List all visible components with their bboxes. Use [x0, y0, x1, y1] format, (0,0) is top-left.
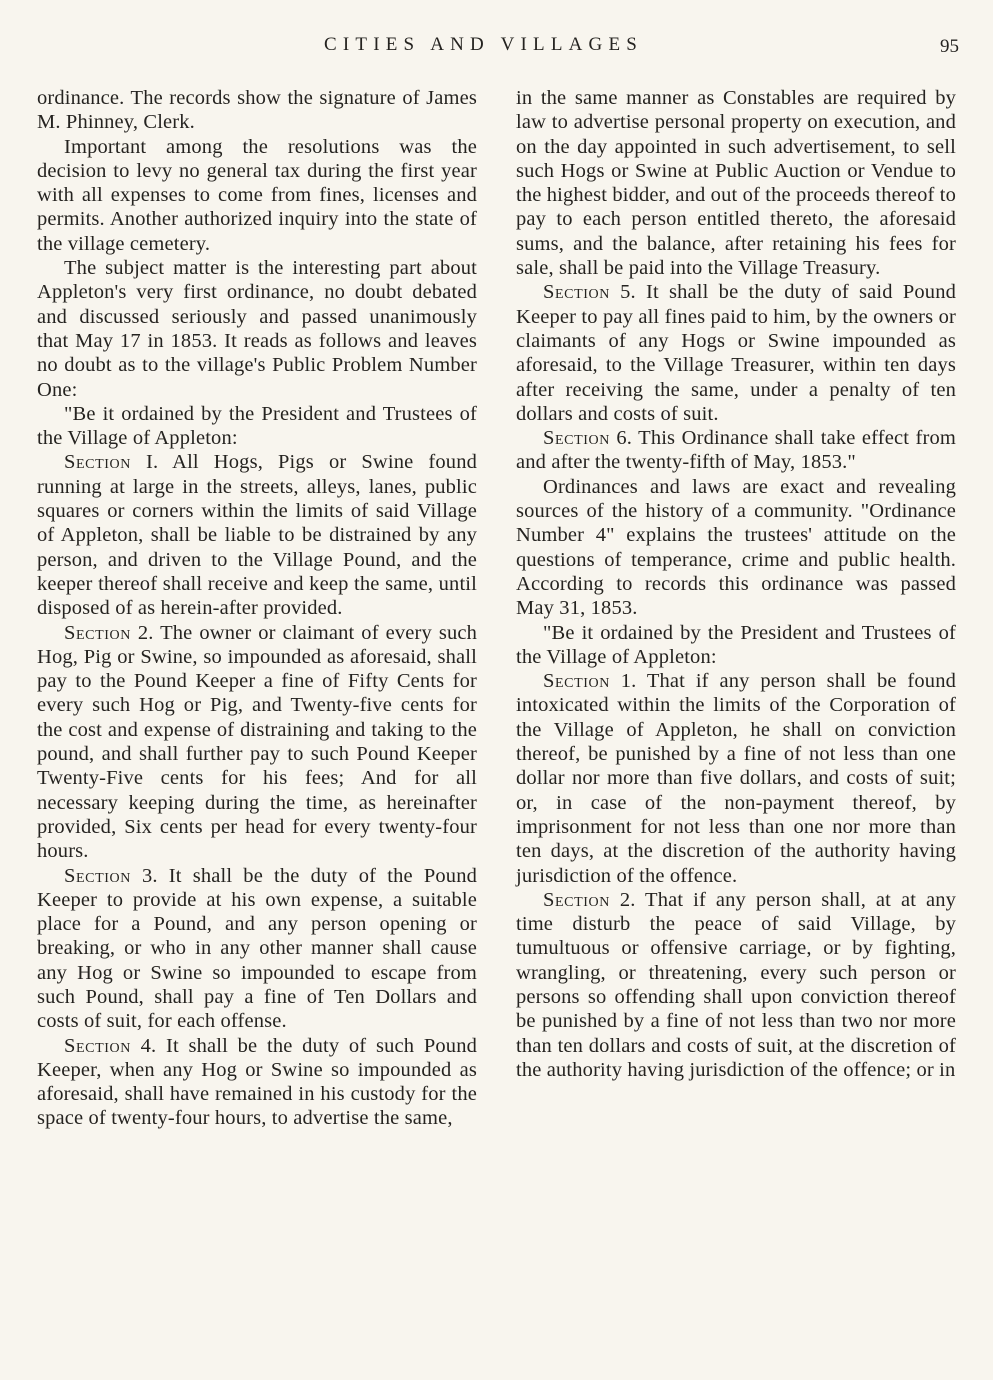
paragraph: "Be it ordained by the President and Trustees of the Village of Appleton: — [37, 402, 477, 450]
section-text: 5. It shall be the duty of said Pound Keeper to pay all fines paid to him, by the owners or claimants of any Hogs or Swine impounded as aforesaid, to the Village Treasurer, within ten days after receiving the same, under a penalty of ten dollars and costs of suit. — [516, 281, 956, 425]
paragraph: Important among the resolutions was the decision to levy no general tax during the first year with all expenses to come from fines, licenses and permits. Another authorized inquiry into the state of the village cemetery. — [37, 135, 477, 255]
section-label: Section — [543, 888, 610, 911]
ordinance-section — [516, 888, 956, 1082]
section-label: Section — [543, 281, 610, 304]
section-text: 2. That if any person shall, at at any time disturb the peace of said Village, by tumultuous or offensive carriage, or by fighting, wrangling, or threatening, every such person or persons so offending shall upon conviction thereof be punished by a fine of not less than two nor more than ten dollars and costs of suit, at the discretion of the authority having jurisdiction of the offence; or in — [516, 888, 956, 1081]
paragraph: ordinance. The records show the signature of James M. Phinney, Clerk. — [37, 87, 477, 134]
ordinance-section — [37, 450, 477, 620]
left-column — [37, 86, 477, 1131]
ordinance-section — [516, 426, 956, 475]
right-column — [516, 86, 956, 1082]
page-number: 95 — [940, 36, 959, 57]
running-header — [0, 34, 993, 68]
section-text: 1. That if any person shall be found intoxicated within the limits of the Corporation of the Village of Appleton, he shall on conviction thereof, be punished by a fine of not less than one dollar nor more than five dollars, and costs of suit; or, in case of the non-payment thereof, by imprisonment for not less than one nor more than ten days, at the discretion of the authority having jurisdiction of the offence. — [516, 670, 956, 887]
paragraph: The subject matter is the interesting part about Appleton's very first ordinance, no doubt debated and discussed seriously and passed unanimously that May 17 in 1853. It reads as follows and leaves no doubt as to the village's Public Problem Number One: — [37, 257, 477, 401]
section-text: 2. The owner or claimant of every such Hog, Pig or Swine, so impounded as aforesaid, shall pay to the Pound Keeper a fine of Fifty Cents for every such Hog or Pig, and Twenty-five cents for the cost and expense of distraining and taking to the pound, and shall further pay to such Pound Keeper Twenty-Five cents for his fees; And for all necessary keeping during the time, as hereinafter provided, Six cents per head for every twenty-four hours. — [37, 621, 477, 863]
paragraph: "Be it ordained by the President and Trustees of the Village of Appleton: — [516, 621, 956, 668]
ordinance-section — [37, 621, 477, 864]
section-label: Section — [64, 1034, 131, 1057]
section-label: Section — [64, 621, 131, 644]
section-label: Section — [64, 451, 131, 474]
section-text: 6. This Ordinance shall take effect from and after the twenty-fifth of May, 1853." — [516, 427, 956, 474]
section-text: I. All Hogs, Pigs or Swine found running at large in the streets, alleys, lanes, public squares or corners within the limits of said Village of Appleton, shall be liable to be distrained by any person, and driven to the Village Pound, and the keeper thereof shall receive and keep the same, until disposed of as herein-after provided. — [37, 451, 477, 620]
section-text: 3. It shall be the duty of the Pound Keeper to provide at his own expense, a suitable place for a Pound, and any person opening or breaking, or who in any other manner shall cause any Hog or Swine so impounded to escape from such Pound, shall pay a fine of Ten Dollars and costs of suit, for each offense. — [37, 864, 477, 1033]
section-label: Section — [543, 427, 610, 450]
running-title: CITIES AND VILLAGES — [324, 34, 644, 55]
section-text: 4. It shall be the duty of such Pound Keeper, when any Hog or Swine so impounded as aforesaid, shall have remained in his custody for the space of twenty-four hours, to advertise the same, — [37, 1034, 477, 1130]
ordinance-section — [37, 864, 477, 1034]
section-label: Section — [64, 864, 131, 887]
ordinance-section — [37, 1034, 477, 1131]
ordinance-section — [516, 280, 956, 426]
section-label: Section — [543, 670, 610, 693]
paragraph: Ordinances and laws are exact and revealing sources of the history of a community. "Ordinance Number 4" explains the trustees' attitude on the questions of temperance, crime and public health. According to records this ordinance was passed May 31, 1853. — [516, 475, 956, 620]
paragraph: in the same manner as Constables are required by law to advertise personal property on execution, and on the day appointed in such advertisement, to sell such Hogs or Swine at Public Auction or Vendue to the highest bidder, and out of the proceeds thereof to pay to each person entitled thereto, the aforesaid sums, and the balance, after retaining his fees for sale, shall be paid into the Village Treasury. — [516, 87, 956, 280]
ordinance-section — [516, 669, 956, 888]
